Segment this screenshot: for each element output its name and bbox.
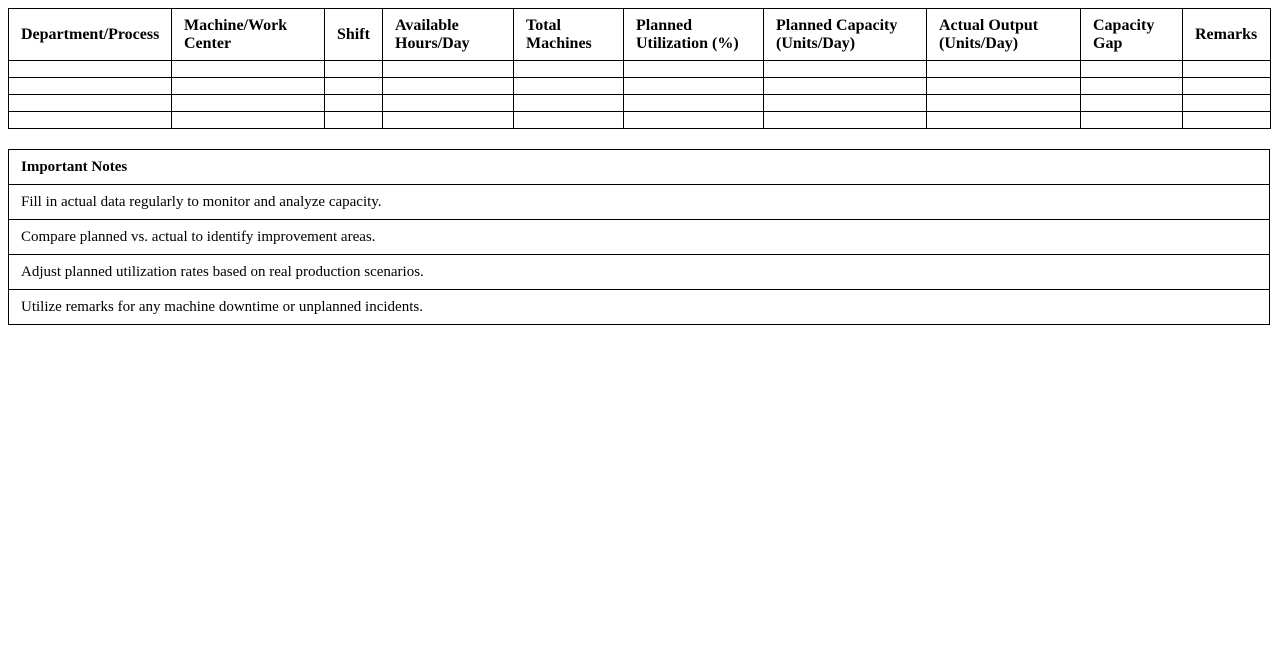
table-cell[interactable] (1081, 78, 1183, 95)
table-cell[interactable] (383, 95, 514, 112)
table-cell[interactable] (9, 78, 172, 95)
table-row (9, 78, 1271, 95)
table-cell[interactable] (927, 61, 1081, 78)
column-header-available-hours-day: Available Hours/Day (383, 9, 514, 61)
table-cell[interactable] (325, 95, 383, 112)
table-cell[interactable] (1081, 112, 1183, 129)
table-cell[interactable] (514, 78, 624, 95)
column-header-shift: Shift (325, 9, 383, 61)
table-cell[interactable] (514, 95, 624, 112)
table-row (9, 112, 1271, 129)
table-cell[interactable] (383, 112, 514, 129)
column-header-department-process: Department/Process (9, 9, 172, 61)
column-header-planned-utilization: Planned Utilization (%) (624, 9, 764, 61)
table-cell[interactable] (514, 61, 624, 78)
column-header-machine-work-center: Machine/Work Center (172, 9, 325, 61)
column-header-actual-output: Actual Output (Units/Day) (927, 9, 1081, 61)
table-cell[interactable] (172, 78, 325, 95)
list-item (9, 255, 1270, 290)
column-header-total-machines: Total Machines (514, 9, 624, 61)
column-header-planned-capacity: Planned Capacity (Units/Day) (764, 9, 927, 61)
table-cell[interactable] (325, 78, 383, 95)
table-cell[interactable] (1183, 61, 1271, 78)
table-cell[interactable] (9, 112, 172, 129)
note-text: Compare planned vs. actual to identify improvement areas. (9, 220, 1270, 255)
table-cell[interactable] (624, 78, 764, 95)
table-cell[interactable] (624, 112, 764, 129)
list-item (9, 185, 1270, 220)
table-cell[interactable] (1081, 61, 1183, 78)
document-sheet (8, 8, 1270, 325)
table-cell[interactable] (172, 61, 325, 78)
table-cell[interactable] (514, 112, 624, 129)
table-header-row (9, 9, 1271, 61)
table-cell[interactable] (172, 112, 325, 129)
note-text: Adjust planned utilization rates based on real production scenarios. (9, 255, 1270, 290)
list-item (9, 220, 1270, 255)
table-cell[interactable] (927, 78, 1081, 95)
list-item (9, 290, 1270, 325)
table-cell[interactable] (325, 61, 383, 78)
table-cell[interactable] (172, 95, 325, 112)
table-cell[interactable] (764, 78, 927, 95)
table-cell[interactable] (383, 78, 514, 95)
capacity-planning-table (8, 8, 1271, 129)
table-cell[interactable] (9, 61, 172, 78)
table-cell[interactable] (764, 61, 927, 78)
table-cell[interactable] (1183, 95, 1271, 112)
table-cell[interactable] (383, 61, 514, 78)
note-text: Fill in actual data regularly to monitor and analyze capacity. (9, 185, 1270, 220)
table-cell[interactable] (9, 95, 172, 112)
table-cell[interactable] (624, 61, 764, 78)
table-cell[interactable] (764, 95, 927, 112)
column-header-remarks: Remarks (1183, 9, 1271, 61)
table-row (9, 61, 1271, 78)
table-cell[interactable] (927, 112, 1081, 129)
important-notes-table (8, 149, 1270, 325)
table-cell[interactable] (1183, 78, 1271, 95)
notes-heading: Important Notes (9, 150, 1270, 185)
table-cell[interactable] (624, 95, 764, 112)
notes-header-row (9, 150, 1270, 185)
table-cell[interactable] (1081, 95, 1183, 112)
table-row (9, 95, 1271, 112)
column-header-capacity-gap: Capacity Gap (1081, 9, 1183, 61)
table-cell[interactable] (764, 112, 927, 129)
table-cell[interactable] (325, 112, 383, 129)
note-text: Utilize remarks for any machine downtime or unplanned incidents. (9, 290, 1270, 325)
table-cell[interactable] (1183, 112, 1271, 129)
table-cell[interactable] (927, 95, 1081, 112)
